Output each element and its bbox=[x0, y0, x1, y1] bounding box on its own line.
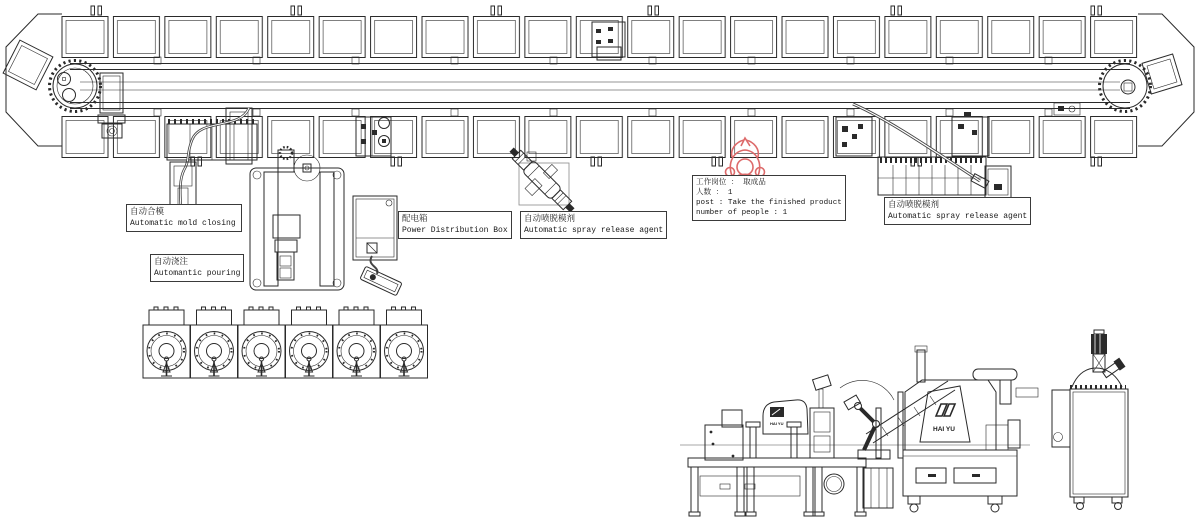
label-mold-closing-en: Automatic mold closing bbox=[130, 219, 236, 228]
conveyor-rails bbox=[70, 57, 1130, 116]
right-sprocket-wheel bbox=[1100, 61, 1151, 112]
workbench bbox=[688, 458, 866, 516]
mixing-reactor bbox=[1052, 330, 1128, 510]
label-power-box-zh: 配电箱 bbox=[402, 214, 428, 224]
label-mold-closing bbox=[126, 204, 242, 232]
label-spray-left-en: Automatic spray release agent bbox=[524, 226, 664, 235]
label-pouring bbox=[150, 254, 244, 282]
label-spray-left bbox=[520, 211, 667, 239]
label-spray-right-en: Automatic spray release agent bbox=[888, 212, 1028, 221]
label-spray-right-zh: 自动喷脱模剂 bbox=[888, 200, 940, 210]
label-workstation-line3: post : Take the finished product bbox=[696, 199, 842, 207]
label-mold-closing-zh: 自动合模 bbox=[130, 207, 165, 217]
label-power-box-en: Power Distribution Box bbox=[402, 226, 508, 235]
label-workstation-line1: 工作岗位 ： 取成品 bbox=[696, 179, 766, 187]
label-workstation-line4: number of people : 1 bbox=[696, 209, 788, 217]
label-pouring-en: Automantic pouring bbox=[154, 269, 241, 278]
left-corner-pallet bbox=[3, 40, 53, 90]
label-spray-left-zh: 自动喷脱模剂 bbox=[524, 214, 576, 224]
hood-logo-text: HAI YU bbox=[770, 421, 784, 426]
label-pouring-zh: 自动浇注 bbox=[154, 257, 189, 267]
power-distribution-cabinet bbox=[353, 196, 402, 296]
label-workstation bbox=[692, 175, 846, 221]
pouring-machine bbox=[250, 147, 344, 290]
conveyor-loop bbox=[3, 6, 1194, 166]
hood-cover bbox=[763, 400, 808, 434]
hand-sprayer bbox=[360, 266, 402, 296]
machine-logo-text: HAI YU bbox=[933, 426, 955, 433]
mixing-tank-row bbox=[143, 307, 428, 378]
label-power-box bbox=[398, 211, 512, 239]
demolding-cell bbox=[680, 346, 1038, 516]
bench-fixtures bbox=[705, 375, 834, 460]
haiyu-demolding-machine bbox=[903, 346, 1038, 512]
label-workstation-line2: 人数 ： 1 bbox=[696, 189, 733, 197]
left-sprocket-wheel bbox=[50, 61, 101, 112]
label-spray-right bbox=[884, 197, 1031, 225]
